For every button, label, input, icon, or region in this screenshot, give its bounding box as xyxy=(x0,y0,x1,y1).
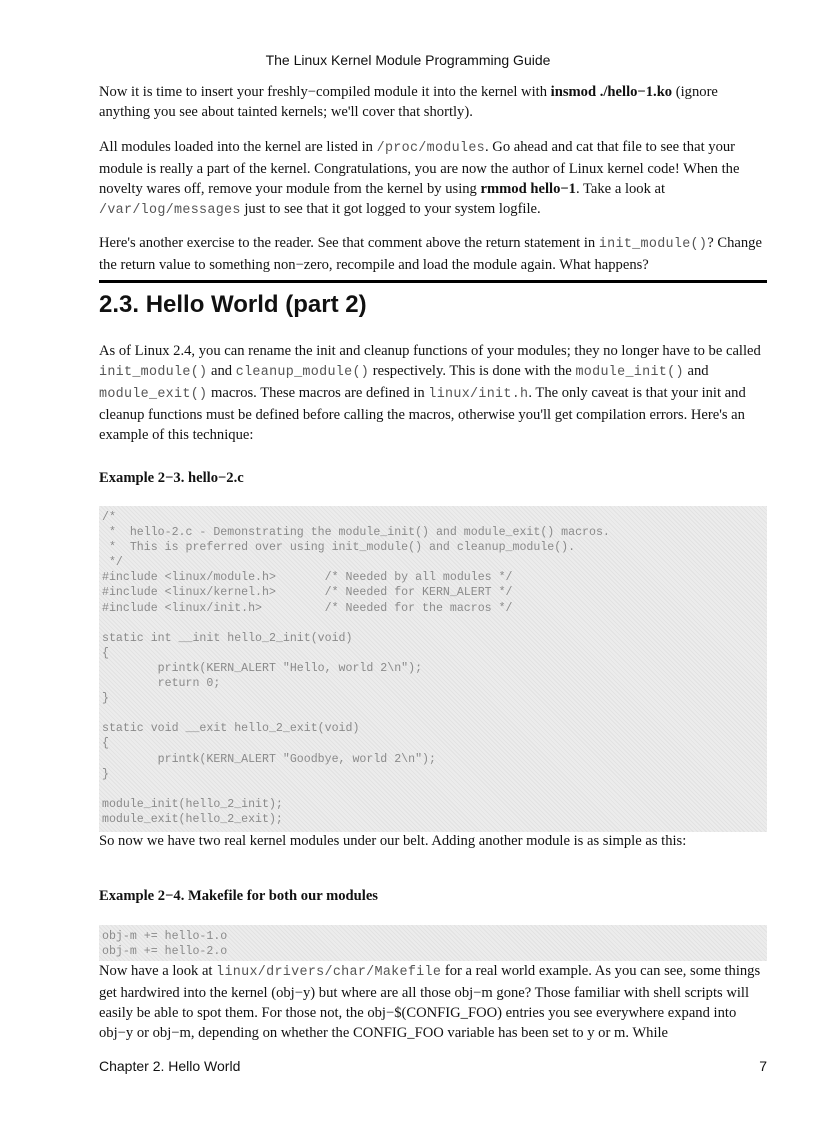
makefile-code-listing: obj-m += hello-1.o obj-m += hello-2.o xyxy=(99,925,767,961)
example-2-4-title: Example 2−4. Makefile for both our modules xyxy=(99,888,378,904)
running-header: The Linux Kernel Module Programming Guide xyxy=(265,52,551,68)
section-divider xyxy=(99,280,767,283)
insmod-command: insmod ./hello−1.ko xyxy=(550,84,673,100)
makefile-explanation-paragraph: Now have a look at linux/drivers/char/Makefile for a real world example. As you can see, some things get hardwired into the kernel (obj−y) but where are all those obj−m gone? Those familiar with shell scripts will easily be able to spot them. For those not, the obj−$(CONFIG_FOO) entries you see everywhere expand into obj−y or obj−m, depending on whether the CONFIG_FOO variable has been set to y or m. While xyxy=(99,963,761,1041)
module-exit-ref: module_exit() xyxy=(99,387,208,402)
section-heading: 2.3. Hello World (part 2) xyxy=(99,291,367,318)
hello-2-code-listing: /* * hello-2.c - Demonstrating the module_init() and module_exit() macros. * This is preferred over using init_module() and cleanup_module(). */ #include <linux/module.h> /* Needed by all modules */ #include <linux/kernel.h> /* Needed for KERN_ALERT */ #include <linux/init.h> /* Needed for the macros */ static int __init hello_2_init(void) { printk(KERN_ALERT "Hello, world 2\n"); return 0; } static void __exit hello_2_exit(void) { printk(KERN_ALERT "Goodbye, world 2\n"); } module_init(hello_2_init); module_exit(hello_2_exit); xyxy=(99,506,767,832)
example-2-3-title: Example 2−3. hello−2.c xyxy=(99,470,244,486)
page-number: 7 xyxy=(759,1058,767,1074)
char-makefile-path: linux/drivers/char/Makefile xyxy=(216,965,442,980)
var-log-messages-path: /var/log/messages xyxy=(99,203,241,218)
section-intro-paragraph: As of Linux 2.4, you can rename the init and cleanup functions of your modules; they no longer have to be called init_module() and cleanup_module() respectively. This is done with the module_init() and module_exit() macros. These macros are defined in linux/init.h. The only caveat is that your init and cleanup functions must be defined before calling the macros, otherwise you'll get compilation errors. Here's an example of this technique: xyxy=(99,343,761,443)
module-init-ref: module_init() xyxy=(575,365,684,380)
proc-modules-paragraph: All modules loaded into the kernel are listed in /proc/modules. Go ahead and cat that file to see that your module is really a part of the kernel. Congratulations, you are now the author of Linux kernel code! When the novelty wares off, remove your module from the kernel by using rmmod hello−1. Take a look at /var/log/messages just to see that it got logged to your system logfile. xyxy=(99,139,740,218)
init-h-path: linux/init.h xyxy=(428,387,529,402)
init-module-ref: init_module() xyxy=(598,237,708,252)
init-module-ref: init_module() xyxy=(99,365,208,380)
exercise-paragraph: Here's another exercise to the reader. See that comment above the return statement in init_module()? Change the return value to something non−zero, recompile and load the module again. What happens? xyxy=(99,235,762,273)
rmmod-command: rmmod hello−1 xyxy=(480,181,576,197)
proc-modules-path: /proc/modules xyxy=(376,141,485,156)
cleanup-module-ref: cleanup_module() xyxy=(235,365,370,380)
footer-chapter: Chapter 2. Hello World xyxy=(99,1058,241,1074)
insmod-paragraph: Now it is time to insert your freshly−compiled module it into the kernel with insmod ./hello−1.ko (ignore anything you see about tainted kernels; we'll cover that shortly). xyxy=(99,84,718,120)
two-modules-paragraph: So now we have two real kernel modules under our belt. Adding another module is as simple as this: xyxy=(99,833,687,849)
